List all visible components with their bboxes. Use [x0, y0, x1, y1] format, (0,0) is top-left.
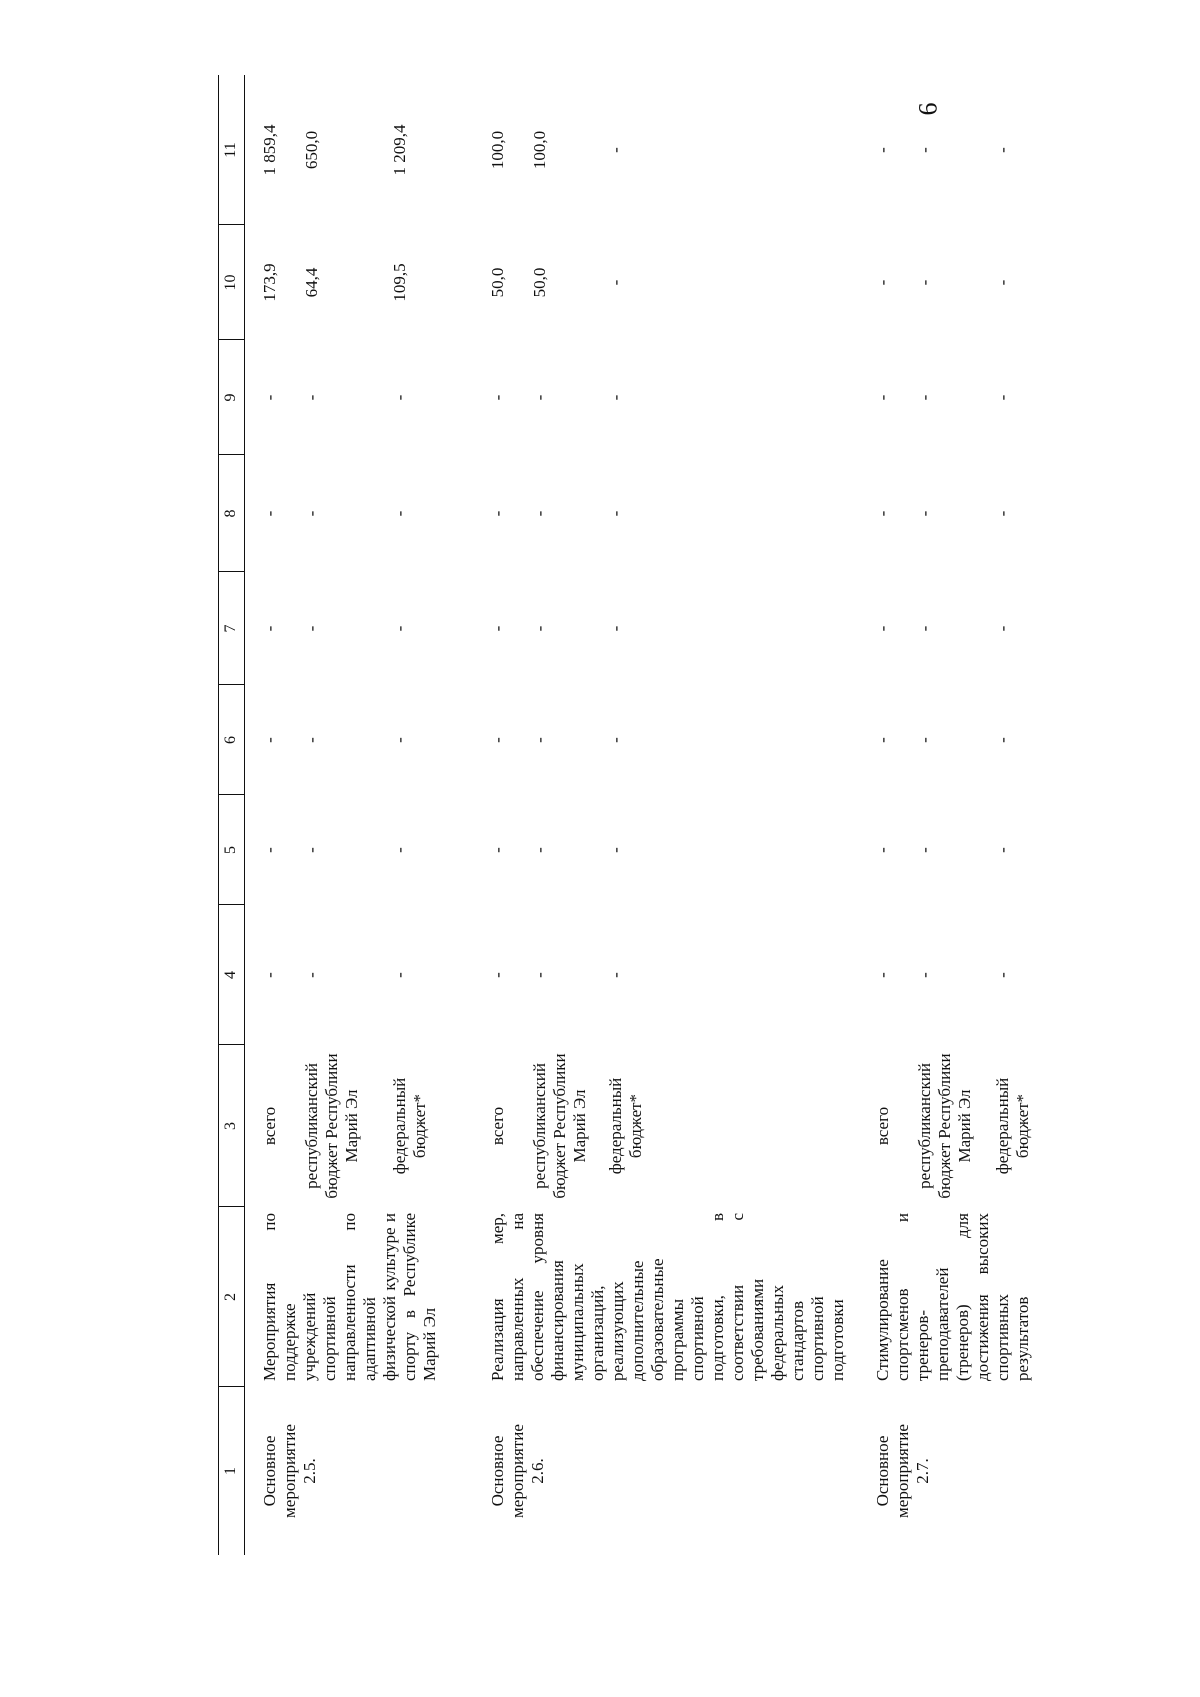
value-cell: - — [260, 972, 279, 978]
value-cell: - — [530, 510, 549, 517]
value-cell: 50,0 — [530, 267, 549, 298]
value-cell: 64,4 — [302, 267, 321, 298]
value-cell: - — [530, 847, 549, 853]
value-cell: - — [873, 625, 892, 632]
value-cell: - — [915, 972, 934, 978]
column-header-10: 10 — [222, 274, 239, 291]
column-header-11: 11 — [222, 142, 239, 158]
value-cell: - — [993, 972, 1012, 978]
value-cell: - — [606, 510, 625, 517]
value-cell: - — [993, 625, 1012, 632]
value-cell: - — [915, 847, 934, 853]
column-header-1: 1 — [222, 1467, 239, 1475]
value-cell: - — [873, 847, 892, 853]
value-cell: - — [488, 972, 507, 978]
page-number: 6 — [913, 102, 943, 116]
value-cell: 173,9 — [260, 263, 279, 302]
funding-source: всего — [260, 1106, 279, 1146]
value-cell: 1 209,4 — [390, 124, 409, 176]
value-cell: 100,0 — [488, 130, 507, 170]
funding-source: федеральный бюджет* — [390, 1077, 429, 1175]
value-cell: - — [488, 625, 507, 632]
budget-table — [218, 75, 1200, 1555]
value-cell: - — [915, 737, 934, 743]
value-cell: - — [873, 279, 892, 286]
value-cell: - — [390, 394, 409, 401]
column-header-5: 5 — [222, 846, 239, 854]
value-cell: - — [302, 737, 321, 743]
value-cell: - — [530, 972, 549, 978]
value-cell: - — [390, 510, 409, 517]
value-cell: - — [390, 625, 409, 632]
value-cell: - — [993, 394, 1012, 401]
funding-source: федеральный бюджет* — [606, 1077, 645, 1175]
value-cell: - — [873, 737, 892, 743]
value-cell: - — [915, 394, 934, 401]
value-cell: - — [260, 510, 279, 517]
value-cell: - — [302, 625, 321, 632]
event-description: Стимулирование спортсменов и тренеров-преподавателей (тренеров) для достижения высоких спортивных результатов — [873, 1213, 1032, 1381]
column-header-7: 7 — [222, 624, 239, 633]
column-header-3: 3 — [222, 1122, 239, 1130]
value-cell: - — [993, 737, 1012, 743]
value-cell: - — [915, 147, 934, 153]
value-cell: - — [873, 394, 892, 401]
value-cell: - — [915, 625, 934, 632]
funding-source: республиканский бюджет Республики Марий Эл — [915, 1053, 974, 1199]
event-name: Основное мероприятие 2.5. — [260, 1424, 319, 1518]
value-cell: - — [993, 279, 1012, 286]
value-cell: - — [606, 847, 625, 853]
value-cell: - — [390, 737, 409, 743]
value-cell: - — [488, 737, 507, 743]
value-cell: - — [302, 510, 321, 517]
value-cell: - — [488, 510, 507, 517]
value-cell: - — [530, 625, 549, 632]
value-cell: - — [915, 279, 934, 286]
value-cell: - — [873, 510, 892, 517]
value-cell: - — [606, 737, 625, 743]
value-cell: - — [302, 847, 321, 853]
value-cell: - — [993, 847, 1012, 853]
value-cell: - — [993, 147, 1012, 153]
value-cell: 50,0 — [488, 267, 507, 298]
value-cell: - — [606, 394, 625, 401]
value-cell: - — [260, 394, 279, 401]
value-cell: - — [488, 847, 507, 853]
column-header-8: 8 — [222, 509, 239, 518]
value-cell: - — [606, 279, 625, 286]
rotated-table-page — [218, 75, 1200, 1555]
value-cell: 1 859,4 — [260, 124, 279, 176]
value-cell: - — [993, 510, 1012, 517]
value-cell: - — [915, 510, 934, 517]
funding-source: федеральный бюджет* — [993, 1077, 1032, 1175]
header-bottom-border — [244, 75, 245, 1555]
value-cell: - — [390, 847, 409, 853]
value-cell: - — [302, 394, 321, 401]
value-cell: - — [260, 625, 279, 632]
event-name: Основное мероприятие 2.7. — [873, 1424, 932, 1518]
event-name: Основное мероприятие 2.6. — [488, 1424, 547, 1518]
value-cell: 650,0 — [302, 130, 321, 170]
column-header-4: 4 — [222, 971, 239, 979]
value-cell: 109,5 — [390, 263, 409, 302]
column-header-6: 6 — [222, 736, 239, 744]
value-cell: - — [606, 972, 625, 978]
funding-source: всего — [488, 1106, 507, 1146]
value-cell: - — [488, 394, 507, 401]
value-cell: - — [606, 625, 625, 632]
value-cell: - — [390, 972, 409, 978]
column-header-2: 2 — [222, 1293, 239, 1301]
value-cell: - — [530, 737, 549, 743]
value-cell: - — [260, 737, 279, 743]
event-description: Мероприятия по поддержке учреждений спортивной направленности по адаптивной физической культуре и спорту в Республике Марий Эл — [260, 1213, 439, 1381]
value-cell: - — [260, 847, 279, 853]
value-cell: - — [873, 972, 892, 978]
value-cell: - — [302, 972, 321, 978]
funding-source: всего — [873, 1106, 892, 1146]
value-cell: - — [873, 147, 892, 153]
column-header-9: 9 — [222, 393, 239, 402]
value-cell: - — [530, 394, 549, 401]
value-cell: - — [606, 147, 625, 153]
value-cell: 100,0 — [530, 130, 549, 170]
table-top-border — [218, 75, 219, 1555]
funding-source: республиканский бюджет Республики Марий Эл — [530, 1053, 589, 1199]
funding-source: республиканский бюджет Республики Марий Эл — [302, 1053, 361, 1199]
event-description: Реализация мер, направленных на обеспечение уровня финансирования муниципальных организаций, реализующих дополнительные образовательные программы спортивной подготовки, в соответствии с требованиями федеральных стандартов спортивной подготовки — [488, 1213, 847, 1381]
